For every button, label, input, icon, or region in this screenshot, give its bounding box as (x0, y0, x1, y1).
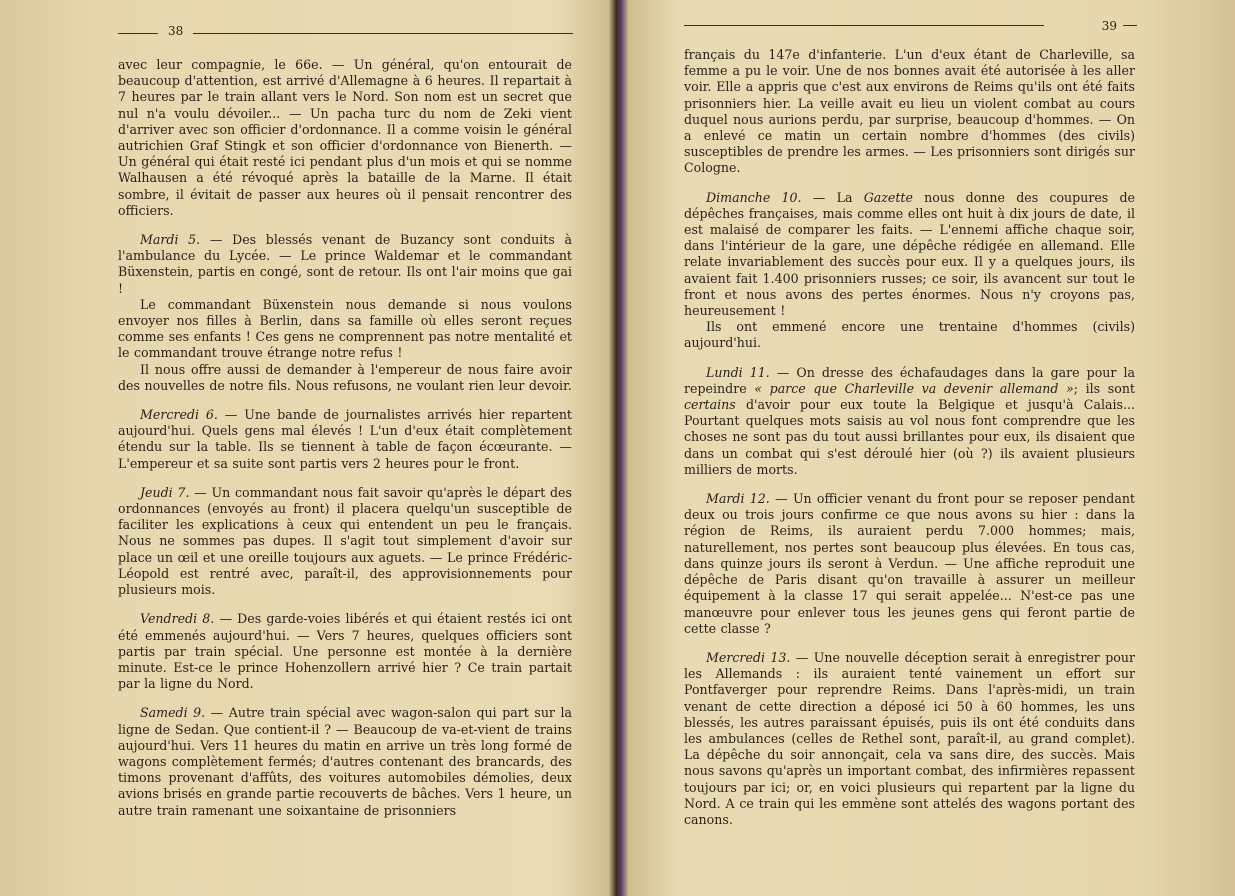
paragraph-text: avec leur compagnie, le 66e. — Un général, qu'on entourait de beaucoup d'attention, est arrivé d'Allemagne à 6 heures. Il repartait à 7 heures par le train allant vers le Nord. Son nom est un secret que nul n'a voulu dévoiler... — Un pacha turc du nom de Zeki vient d'arriver avec son officier d'ordonnance. Il a comme voisin le général autrichien Graf Stingk et son officier d'ordonnance von Bienerth. — Un général qui était resté ici pendant plus d'un mois et qui se nomme Walhausen a été révoqué après la bataille de la Marne. Il était sombre, il évitait de passer aux heures où il pensait rencontrer des officiers. (118, 57, 572, 218)
italic-quote: « parce que Charleville va devenir allemand » (754, 380, 1074, 396)
paragraph-text: français du 147e d'infanterie. L'un d'eux étant de Charleville, sa femme a pu le voir. Une de nos bonnes avait été autorisée à les aller voir. Elle a appris que c'est aux environs de Reims qu'ils ont été faits prisonniers hier. La veille avait eu lieu un violent combat au cours duquel nous aurions perdu, par surprise, beaucoup d'hommes. — On a enlevé ce matin un certain nombre d'hommes (des civils) susceptibles de prendre les armes. — Les prisonniers sont dirigés sur Cologne. (684, 47, 1135, 176)
paragraph-text: — Une nouvelle déception serait à enregistrer pour les Allemands : ils auraient tenté vainement un effort sur Pontfaverger pour reprendre Reims. Dans l'après-midi, un train venant de cette direction a déposé ici 50 à 60 hommes, les uns blessés, les autres paraissant épuisés, puis ils ont été conduits dans les ambulances (celles de Rethel sont, paraît-il, au grand complet). La dépêche du soir annonçait, cela va sans dire, des succès. Mais nous savons qu'après un important combat, des infirmières repassent toujours par ici; or, en voici plusieurs qui repartent par la ligne du Nord. A ce train qui les emmène sont attelés des wagons portant des canons. (684, 649, 1135, 827)
header-rule (118, 33, 158, 34)
entry-date: Samedi 9. (140, 705, 206, 721)
paragraph-text: Il nous offre aussi de demander à l'empereur de nous faire avoir des nouvelles de notre fils. Nous refusons, ne voulant rien leur devoir. (118, 361, 572, 393)
paragraph (118, 611, 572, 692)
paragraph (118, 485, 572, 598)
entry-date: Dimanche 10. (706, 189, 802, 205)
paragraph-text: — Un commandant nous fait savoir qu'après le départ des ordonnances (envoyés au front) il placera quelqu'un susceptible de faciliter les explications à ceux qui entendent un peu le français. Nous ne sommes pas dupes. Il s'agit tout simplement d'avoir sur place un œil et une oreille toujours aux aguets. — Le prince Frédéric-Léopold est rentré avec, paraît-il, des approvisionnements pour plusieurs mois. (118, 484, 572, 598)
entry-date: Mercredi 13. (706, 649, 791, 665)
paragraph-text: Ils ont emmené encore une trentaine d'hommes (civils) aujourd'hui. (684, 319, 1135, 351)
paragraph (118, 407, 572, 472)
italic-word: certains (684, 397, 736, 413)
right-page-header (684, 0, 1135, 40)
paragraph (684, 47, 1135, 177)
paragraph-text: Le commandant Büxenstein nous demande si nous voulons envoyer nos filles à Berlin, dans sa famille où elles seront reçues comme ses enfants ! Ces gens ne comprennent pas notre mentalité et le commandant trouve étrange notre refus ! (118, 296, 572, 361)
page-number: 38 (168, 24, 184, 38)
entry-date: Mardi 5. (140, 232, 201, 248)
right-page-text (684, 47, 1135, 828)
entry-date: Lundi 11. (706, 364, 770, 380)
left-page (0, 0, 612, 896)
paragraph-text: — Des blessés venant de Buzancy sont conduits à l'ambulance du Lycée. — Le prince Waldemar et le commandant Büxenstein, partis en congé, sont de retour. Ils ont l'air moins que gai ! (118, 232, 572, 296)
paragraph-text: nous donne des coupures de dépêches françaises, mais comme elles ont huit à dix jours de date, il est malaisé de comparer les faits. — L'ennemi affiche chaque soir, dans l'intérieur de la gare, une dépêche rédigée en allemand. Elle relate invariablement des succès pour eux. Il y a quelques jours, ils avaient fait 1.400 prisonniers russes; ce soir, ils avancent sur tout le front et nous avons des pertes énormes. Nous n'y croyons pas, heureusement ! (684, 189, 1135, 319)
paragraph (118, 362, 572, 394)
paragraph (684, 650, 1135, 828)
entry-date: Mercredi 6. (140, 407, 218, 423)
paragraph (684, 190, 1135, 320)
paragraph-text: — On dresse des échafaudages dans la gare pour la repeindre (684, 364, 1135, 396)
paragraph (118, 232, 572, 297)
paragraph (118, 297, 572, 362)
paragraph-text: ; ils sont (1073, 380, 1135, 396)
left-page-text (118, 57, 572, 819)
paragraph-text: — Un officier venant du front pour se reposer pendant deux ou trois jours confirme ce que nous avons su hier : dans la région de Reims, ils auraient perdu 7.000 hommes; mais, naturellement, nos pertes sont beaucoup plus élevées. En tous cas, dans quinze jours ils seront à Verdun. — Une affiche reproduit une dépêche de Paris disant qu'on travaille à assurer un meilleur équipement à la classe 17 qui serait appelée... N'est-ce pas une manœuvre pour enlever tous les jeunes gens qui feront partie de cette classe ? (684, 491, 1135, 636)
paragraph (118, 57, 572, 219)
paragraph (118, 705, 572, 818)
paragraph-text: — Une bande de journalistes arrivés hier repartent aujourd'hui. Quels gens mal élevés ! L'un d'eux était complètement étendu sur la table. Ils se tiennent à table de façon écœurante. — L'empereur et sa suite sont partis vers 2 heures pour le front. (118, 407, 572, 471)
newspaper-title: Gazette (863, 189, 913, 205)
right-page (624, 0, 1235, 896)
paragraph-text: — Autre train spécial avec wagon-salon qui part sur la ligne de Sedan. Que contient-il ? — Beaucoup de va-et-vient de trains aujourd'hui. Vers 11 heures du matin en arrive un très long formé de wagons complètement fermés; d'autres contenant des brancards, des timons provenant d'affûts, des voitures automobiles démolies, deux avions brisés en grande partie recouverts de bâches. Vers 1 heure, un autre train ramenant une soixantaine de prisonniers (118, 705, 573, 818)
entry-date: Jeudi 7. (140, 484, 190, 500)
paragraph (684, 319, 1135, 351)
page-number: 39 (1101, 19, 1117, 33)
paragraph-text: d'avoir pour eux toute la Belgique et jusqu'à Calais... Pourtant quelques mots saisis au vol nous font comprendre que les choses ne sont pas du tout aussi brillantes pour eux, ils disaient que dans un combat qui s'est déroulé hier (où ?) ils avaient plusieurs milliers de morts. (684, 397, 1135, 477)
paragraph (684, 365, 1135, 478)
entry-date: Mardi 12. (706, 491, 770, 507)
paragraph-text: — La (801, 189, 864, 205)
paragraph (684, 491, 1135, 637)
entry-date: Vendredi 8. (140, 611, 215, 627)
header-rule (193, 33, 573, 34)
left-page-header (118, 0, 572, 40)
header-rule (684, 25, 1044, 26)
header-rule (1123, 25, 1137, 26)
paragraph-text: — Des garde-voies libérés et qui étaient restés ici ont été emmenés aujourd'hui. — Vers 7 heures, quelques officiers sont partis par train spécial. Une personne est montée à la dernière minute. Est-ce le prince Hohenzollern arrivé hier ? Ce train partait par la ligne du Nord. (118, 611, 572, 692)
